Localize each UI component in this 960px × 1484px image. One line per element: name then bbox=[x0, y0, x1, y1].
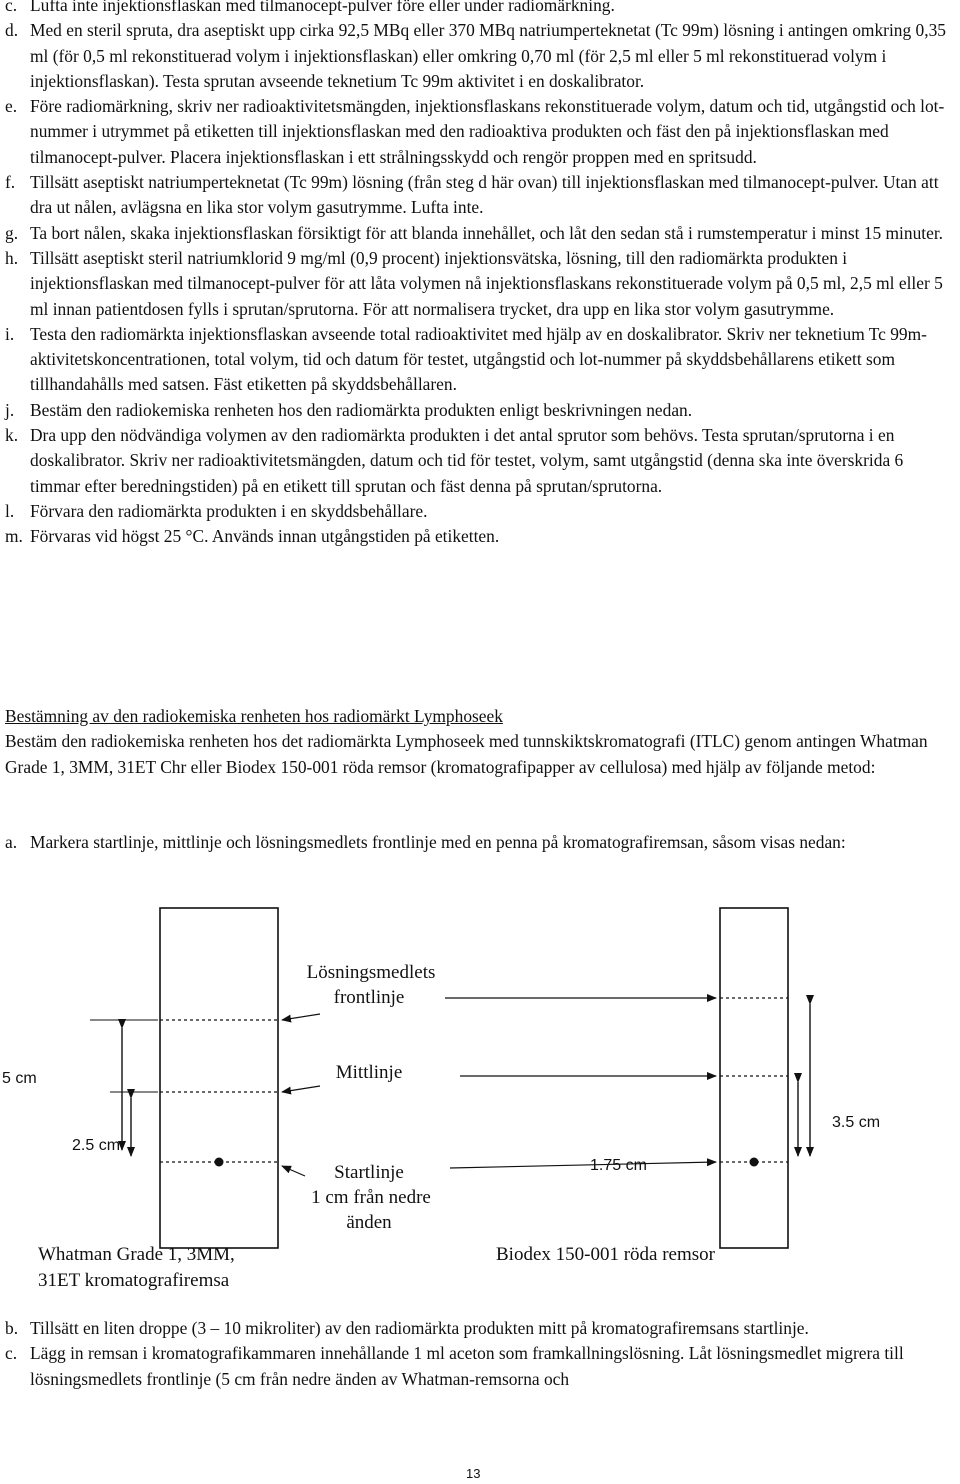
list-item: i. Testa den radiomärkta injektionsflaskan avseende total radioaktivitet med hjälp av en doskalibrator. Skriv ner teknetium Tc 99m-aktivitetskoncentrationen, total volym, tid och datum för testet, utgångstid och lot-nummer på skyddsbehållarens etikett som tillhandahålls med satsen. Fäst etiketten på skyddsbehållaren. bbox=[5, 323, 927, 395]
list-item: d. Med en steril spruta, dra aseptiskt upp cirka 92,5 MBq eller 370 MBq natriumperteknetat (Tc 99m) lösning i antingen omkring 0,35 ml (för 0,5 ml rekonstituerad volym i injektionsflaskan) eller omkring 0,70 ml (för 2,5 ml eller 5 ml rekonstituerad volym i injektionsflaskan). Testa sprutan avseende teknetium Tc 99m aktivitet i en doskalibrator. bbox=[5, 20, 946, 91]
list-item: l. Förvara den radiomärkta produkten i en skyddsbehållare. bbox=[5, 500, 428, 521]
label-start-line-3: änden bbox=[346, 1212, 392, 1233]
procedure-steps-list bbox=[5, 0, 957, 550]
whatman-strip bbox=[160, 908, 278, 1248]
pointer-arrow-middle-left bbox=[282, 1086, 320, 1092]
caption-whatman: Whatman Grade 1, 3MM, bbox=[38, 1244, 235, 1265]
label-solvent-front-line2: frontlinje bbox=[333, 987, 405, 1008]
dimension-label-5cm: 5 cm bbox=[2, 1070, 37, 1087]
list-item: g. Ta bort nålen, skaka injektionsflaskan försiktigt för att blanda innehållet, och låt den sedan stå i rumstemperatur i minst 15 minuter. bbox=[5, 222, 944, 243]
dimension-label-2-5cm: 2.5 cm bbox=[72, 1137, 121, 1154]
pointer-arrow-start-right bbox=[450, 1162, 716, 1168]
label-solvent-front: Lösningsmedlets bbox=[306, 962, 436, 983]
biodex-strip bbox=[720, 908, 788, 1248]
list-item: c. Lägg in remsan i kromatografikammaren innehållande 1 ml aceton som framkallningslösning. Låt lösningsmedlet migrera till lösningsmedlets frontlinje (5 cm från nedre änden av Whatman-remsorna och bbox=[5, 1343, 904, 1389]
sample-spot bbox=[750, 1158, 759, 1167]
list-item: j. Bestäm den radiokemiska renheten hos den radiomärkta produkten enligt beskrivningen nedan. bbox=[5, 399, 693, 420]
method-steps-list-continued bbox=[5, 1316, 957, 1392]
dimension-label-3-5cm: 3.5 cm bbox=[832, 1114, 881, 1131]
section-paragraph: Bestäm den radiokemiska renheten hos det radiomärkta Lymphoseek med tunnskiktskromatografi (ITLC) genom antingen Whatman Grade 1, 3MM, 31ET Chr eller Biodex 150-001 röda remsor (kromatografipapper av cellulosa) med hjälp av följande metod: bbox=[5, 731, 928, 777]
list-item: e. Före radiomärkning, skriv ner radioaktivitetsmängden, injektionsflaskans rekonstituerade volym, datum och tid, utgångstid och lot-nummer i utrymmet på etiketten till injektionsflaskan med den radioaktiva produkten och fäst den på injektionsflaskan med tilmanocept-pulver. Placera injektionsflaskan i ett strålningsskydd och rengör proppen med en spritsudd. bbox=[5, 96, 945, 167]
label-start-line: Startlinje bbox=[334, 1162, 404, 1183]
sample-spot bbox=[215, 1158, 224, 1167]
list-item: b. Tillsätt en liten droppe (3 – 10 mikroliter) av den radiomärkta produkten mitt på kromatografiremsans startlinje. bbox=[5, 1318, 809, 1338]
list-item: m. Förvaras vid högst 25 °C. Används innan utgångstiden på etiketten. bbox=[5, 526, 500, 547]
list-item: c. Lufta inte injektionsflaskan med tilmanocept-pulver före eller under radiomärkning. bbox=[5, 0, 615, 15]
label-start-line-2: 1 cm från nedre bbox=[311, 1187, 431, 1208]
radiochemical-purity-section bbox=[5, 704, 957, 780]
list-item: f. Tillsätt aseptiskt natriumperteknetat (Tc 99m) lösning (från steg d här ovan) till injektionsflaskan med tilmanocept-pulver. Utan att dra ut nålen, avlägsna en lika stor volym gasutrymme. Lufta inte. bbox=[5, 172, 939, 218]
pointer-arrow-start-left bbox=[282, 1166, 305, 1176]
method-steps-list bbox=[5, 830, 957, 855]
list-item: k. Dra upp den nödvändiga volymen av den radiomärkta produkten i det antal sprutor som behövs. Testa sprutan/sprutorna i en doskalibrator. Skriv ner radioaktivitetsmängden, datum och tid för testet, volym, samt utgångstid (denna ska inte överskrida 6 timmar efter beredningstiden) på en etikett till sprutan och fäst denna på sprutan/sprutorna. bbox=[5, 425, 904, 496]
dimension-label-1-75cm: 1.75 cm bbox=[590, 1157, 647, 1174]
page-number: 13 bbox=[466, 1466, 481, 1481]
caption-biodex: Biodex 150-001 röda remsor bbox=[496, 1244, 715, 1265]
section-heading: Bestämning av den radiokemiska renheten hos radiomärkt Lymphoseek bbox=[5, 706, 503, 726]
pointer-arrow-front-left bbox=[282, 1014, 320, 1020]
list-item: a. Markera startlinje, mittlinje och lösningsmedlets frontlinje med en penna på kromatografiremsan, såsom visas nedan: bbox=[5, 832, 846, 852]
caption-whatman-line2: 31ET kromatografiremsa bbox=[38, 1270, 230, 1291]
list-item: h. Tillsätt aseptiskt steril natriumklorid 9 mg/ml (0,9 procent) injektionsvätska, lösning, till den radiomärkta produkten i injektionsflaskan med tilmanocept-pulver för att låta volymen nå injektionsflaskans rekonstituerade volym på 0,5 ml, 2,5 ml eller 5 ml innan patientdosen fylls i sprutan/sprutorna. För att normalisera trycket, dra upp en lika stor volym gasutrymme. bbox=[5, 247, 943, 319]
label-middle-line: Mittlinje bbox=[335, 1062, 403, 1083]
chromatography-strip-diagram bbox=[0, 880, 960, 1300]
